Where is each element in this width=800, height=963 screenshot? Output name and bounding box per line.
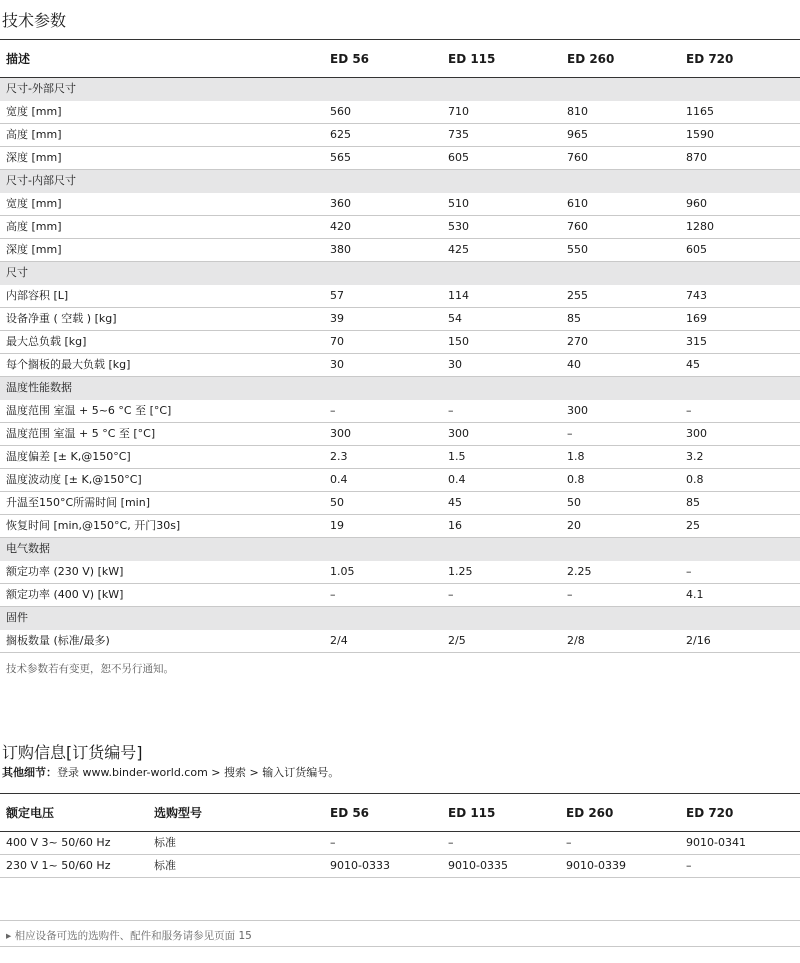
spec-cell-value: –	[448, 404, 454, 417]
spec-cell-value: 560	[330, 105, 351, 118]
spec-cell-value: –	[330, 404, 336, 417]
spec-category-row	[0, 607, 800, 630]
spec-row-label: 深度 [mm]	[6, 243, 62, 256]
spec-data-row	[0, 239, 800, 262]
spec-cell-value: 85	[686, 496, 700, 509]
spec-cell-value: 565	[330, 151, 351, 164]
spec-row-label: 内部容积 [L]	[6, 289, 69, 302]
order-cell-value: 9010-0339	[566, 859, 626, 872]
spec-cell-value: 965	[567, 128, 588, 141]
order-cell-value: –	[330, 836, 336, 849]
spec-cell-value: 54	[448, 312, 462, 325]
spec-cell-value: 300	[448, 427, 469, 440]
order-header-ed260: ED 260	[566, 806, 614, 820]
spec-cell-value: 20	[567, 519, 581, 532]
spec-cell-value: 2/5	[448, 634, 466, 647]
spec-cell-value: –	[567, 427, 573, 440]
spec-cell-value: –	[567, 588, 573, 601]
spec-cell-value: 1.8	[567, 450, 585, 463]
spec-cell-value: 270	[567, 335, 588, 348]
spec-cell-value: 530	[448, 220, 469, 233]
spec-cell-value: 1165	[686, 105, 714, 118]
spec-cell-value: 150	[448, 335, 469, 348]
spec-cell-value: 2/8	[567, 634, 585, 647]
spec-cell-value: 0.8	[567, 473, 585, 486]
spec-cell-value: 30	[448, 358, 462, 371]
spec-cell-value: 743	[686, 289, 707, 302]
spec-category-label: 温度性能数据	[6, 381, 72, 394]
spec-data-row	[0, 423, 800, 446]
spec-cell-value: 605	[686, 243, 707, 256]
spec-cell-value: 360	[330, 197, 351, 210]
spec-cell-value: 810	[567, 105, 588, 118]
spec-cell-value: 0.8	[686, 473, 704, 486]
order-cell-value: –	[448, 836, 454, 849]
spec-cell-value: 710	[448, 105, 469, 118]
spec-body	[0, 78, 800, 653]
order-body	[0, 832, 800, 878]
spec-cell-value: 45	[686, 358, 700, 371]
spec-row-label: 宽度 [mm]	[6, 105, 62, 118]
spec-row-label: 温度范围 室温 + 5~6 °C 至 [°C]	[6, 404, 172, 417]
spec-data-row	[0, 216, 800, 239]
spec-table	[0, 40, 800, 653]
spec-data-row	[0, 285, 800, 308]
spec-cell-value: 30	[330, 358, 344, 371]
spec-data-row	[0, 147, 800, 170]
spec-cell-value: 1280	[686, 220, 714, 233]
spec-header-row	[0, 40, 800, 78]
spec-cell-value: 57	[330, 289, 344, 302]
spec-cell-value: 19	[330, 519, 344, 532]
spec-cell-value: 420	[330, 220, 351, 233]
spec-category-label: 固件	[6, 611, 28, 624]
spec-cell-value: 1.05	[330, 565, 355, 578]
spec-data-row	[0, 308, 800, 331]
spec-category-row	[0, 78, 800, 101]
spec-category-row	[0, 262, 800, 285]
spec-row-label: 高度 [mm]	[6, 220, 62, 233]
spec-category-label: 尺寸-外部尺寸	[6, 82, 76, 95]
order-cell-value: 标准	[154, 836, 176, 849]
spec-cell-value: 605	[448, 151, 469, 164]
order-header-row	[0, 794, 800, 832]
spec-cell-value: 315	[686, 335, 707, 348]
order-cell-value: 9010-0341	[686, 836, 746, 849]
order-cell-value: 400 V 3~ 50/60 Hz	[6, 836, 111, 849]
spec-cell-value: –	[686, 404, 692, 417]
spec-cell-value: 870	[686, 151, 707, 164]
order-cell-value: 9010-0333	[330, 859, 390, 872]
spec-row-label: 深度 [mm]	[6, 151, 62, 164]
spec-row-label: 温度范围 室温 + 5 °C 至 [°C]	[6, 427, 156, 440]
spec-row-label: 额定功率 (400 V) [kW]	[6, 588, 124, 601]
spec-cell-value: 50	[567, 496, 581, 509]
spec-category-label: 尺寸	[6, 266, 28, 279]
spec-cell-value: 960	[686, 197, 707, 210]
spec-cell-value: 300	[686, 427, 707, 440]
spec-cell-value: 610	[567, 197, 588, 210]
spec-cell-value: 2/16	[686, 634, 711, 647]
order-data-row	[0, 855, 800, 878]
spec-data-row	[0, 446, 800, 469]
spec-cell-value: 1.25	[448, 565, 473, 578]
spec-cell-value: 45	[448, 496, 462, 509]
spec-cell-value: 300	[567, 404, 588, 417]
spec-cell-value: –	[330, 588, 336, 601]
spec-category-label: 电气数据	[6, 542, 50, 555]
spec-header-ed720: ED 720	[686, 52, 734, 66]
order-header-ed720: ED 720	[686, 806, 734, 820]
spec-row-label: 高度 [mm]	[6, 128, 62, 141]
order-cell-value: 9010-0335	[448, 859, 508, 872]
spec-cell-value: 50	[330, 496, 344, 509]
order-header-ed56: ED 56	[330, 806, 370, 820]
spec-data-row	[0, 331, 800, 354]
spec-cell-value: 760	[567, 151, 588, 164]
spec-cell-value: 39	[330, 312, 344, 325]
spec-cell-value: 510	[448, 197, 469, 210]
spec-data-row	[0, 193, 800, 216]
order-data-row	[0, 832, 800, 855]
spec-cell-value: 425	[448, 243, 469, 256]
spec-cell-value: 550	[567, 243, 588, 256]
spec-category-row	[0, 170, 800, 193]
spec-row-label: 温度波动度 [± K,@150°C]	[6, 473, 142, 486]
order-cell-value: –	[566, 836, 572, 849]
spec-header-description: 描述	[6, 52, 31, 66]
spec-row-label: 额定功率 (230 V) [kW]	[6, 565, 124, 578]
order-cell-value: 标准	[154, 859, 176, 872]
spec-category-row	[0, 377, 800, 400]
order-cell-value: 230 V 1~ 50/60 Hz	[6, 859, 111, 872]
spec-data-row	[0, 630, 800, 653]
spec-cell-value: 169	[686, 312, 707, 325]
spec-cell-value: 0.4	[330, 473, 348, 486]
spec-category-row	[0, 538, 800, 561]
spec-header-ed260: ED 260	[567, 52, 615, 66]
order-section-title: 订购信息[订货编号]	[2, 743, 143, 762]
spec-row-label: 恢复时间 [min,@150°C, 开门30s]	[6, 519, 181, 532]
spec-header-ed56: ED 56	[330, 52, 370, 66]
spec-data-row	[0, 584, 800, 607]
spec-row-label: 搁板数量 (标准/最多)	[6, 634, 110, 647]
spec-cell-value: 85	[567, 312, 581, 325]
spec-cell-value: 300	[330, 427, 351, 440]
spec-cell-value: –	[686, 565, 692, 578]
spec-cell-value: –	[448, 588, 454, 601]
spec-row-label: 升温至150°C所需时间 [min]	[6, 496, 150, 509]
spec-cell-value: 114	[448, 289, 469, 302]
spec-cell-value: 70	[330, 335, 344, 348]
spec-note: 技术参数若有变更，恕不另行通知。	[6, 663, 174, 675]
spec-data-row	[0, 492, 800, 515]
spec-category-label: 尺寸-内部尺寸	[6, 174, 76, 187]
spec-data-row	[0, 515, 800, 538]
spec-header-ed115: ED 115	[448, 52, 496, 66]
spec-row-label: 每个搁板的最大负载 [kg]	[6, 358, 131, 371]
spec-data-row	[0, 101, 800, 124]
spec-cell-value: 3.2	[686, 450, 704, 463]
footer-top-rule	[0, 920, 800, 921]
spec-cell-value: 25	[686, 519, 700, 532]
spec-row-label: 设备净重 ( 空载 ) [kg]	[6, 312, 117, 325]
spec-data-row	[0, 124, 800, 147]
order-table	[0, 794, 800, 878]
spec-cell-value: 0.4	[448, 473, 466, 486]
spec-row-label: 温度偏差 [± K,@150°C]	[6, 450, 131, 463]
order-subline	[2, 764, 339, 780]
spec-cell-value: 4.1	[686, 588, 704, 601]
spec-cell-value: 625	[330, 128, 351, 141]
spec-cell-value: 1.5	[448, 450, 466, 463]
spec-data-row	[0, 354, 800, 377]
spec-cell-value: 2.3	[330, 450, 348, 463]
spec-data-row	[0, 561, 800, 584]
footer-reference: ▸ 相应设备可选的选购件、配件和服务请参见页面 15	[6, 930, 252, 942]
spec-cell-value: 255	[567, 289, 588, 302]
spec-cell-value: 2.25	[567, 565, 592, 578]
spec-data-row	[0, 469, 800, 492]
spec-cell-value: 380	[330, 243, 351, 256]
order-header-model: 选购型号	[154, 806, 203, 820]
spec-cell-value: 1590	[686, 128, 714, 141]
spec-cell-value: 2/4	[330, 634, 348, 647]
spec-cell-value: 40	[567, 358, 581, 371]
order-header-ed115: ED 115	[448, 806, 496, 820]
spec-cell-value: 760	[567, 220, 588, 233]
spec-cell-value: 735	[448, 128, 469, 141]
order-subline-text: 登录 www.binder-world.com > 搜索 > 输入订货编号。	[57, 766, 340, 779]
spec-row-label: 宽度 [mm]	[6, 197, 62, 210]
spec-row-label: 最大总负载 [kg]	[6, 335, 87, 348]
spec-cell-value: 16	[448, 519, 462, 532]
spec-section-title: 技术参数	[2, 11, 67, 30]
order-cell-value: –	[686, 859, 692, 872]
spec-data-row	[0, 400, 800, 423]
footer-bottom-rule	[0, 946, 800, 947]
order-subline-bold: 其他细节：	[2, 766, 57, 779]
order-header-voltage: 额定电压	[6, 806, 55, 820]
